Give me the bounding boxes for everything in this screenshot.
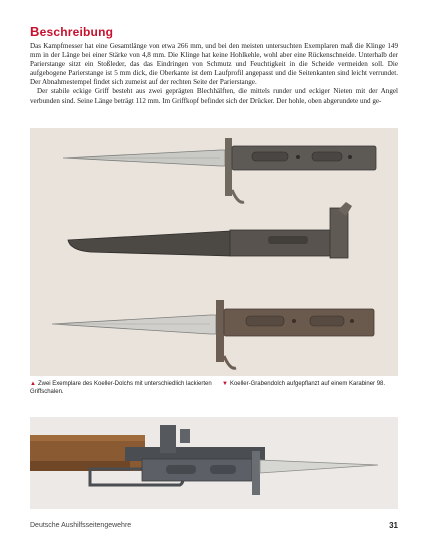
rifle-illustration — [30, 425, 378, 495]
body-text — [30, 42, 398, 106]
paragraph-2: Der stabile eckige Griff besteht aus zwei geprägten Blechhälften, die mittels runder und eckiger Nieten mit der Angel verbunden sind. Seine Länge beträgt 112 mm. Im Griffkopf befindet sich der Drücker. Der hohle, oben abgerundete und ge- — [30, 87, 398, 105]
scabbard-illustration — [68, 202, 352, 258]
caption-right — [222, 381, 402, 389]
caption-left — [30, 381, 215, 396]
caption-left-text: Zwei Exemplare des Koeller-Dolchs mit unterschiedlich lackierten Griffschalen. — [30, 381, 212, 395]
knife-1-illustration — [63, 138, 376, 202]
knives-photo — [30, 128, 398, 376]
section-heading — [30, 24, 113, 39]
caption-arrow-up-icon: ▲ — [30, 381, 36, 387]
page-number: 31 — [389, 521, 398, 530]
caption-right-text: Koeller-Grabendolch aufgepflanzt auf einem Karabiner 98. — [229, 381, 386, 387]
paragraph-1: Das Kampfmesser hat eine Gesamtlänge von etwa 266 mm, und bei den meisten untersuchten Exemplaren maß die Klinge 149 mm in der Länge bei einer Stärke von 4,8 mm. Die Klinge hat keine Hohlkehle, wohl aber eine Rückenschneide. Unterhalb der Parierstange sitzt ein Stoßleder, das das Eindringen von Schmutz und Feuchtigkeit in die Scheide vermeiden soll. Die aufgebogene Parierstange ist 5 mm dick, die Oberkante ist dem Laufprofil angepasst und die Seitenkanten sind leicht verrundet. Der Abnahmestempel findet sich zumeist auf der rechten Seite der Parierstange. — [30, 42, 398, 87]
rifle-photo — [30, 417, 398, 509]
caption-arrow-down-icon: ▼ — [222, 381, 228, 387]
footer-book-title: Deutsche Aushilfsseitengewehre — [30, 522, 132, 529]
heading-rest: eschreibung — [39, 25, 114, 39]
knife-2-illustration — [52, 300, 374, 368]
heading-initial: B — [30, 24, 40, 39]
